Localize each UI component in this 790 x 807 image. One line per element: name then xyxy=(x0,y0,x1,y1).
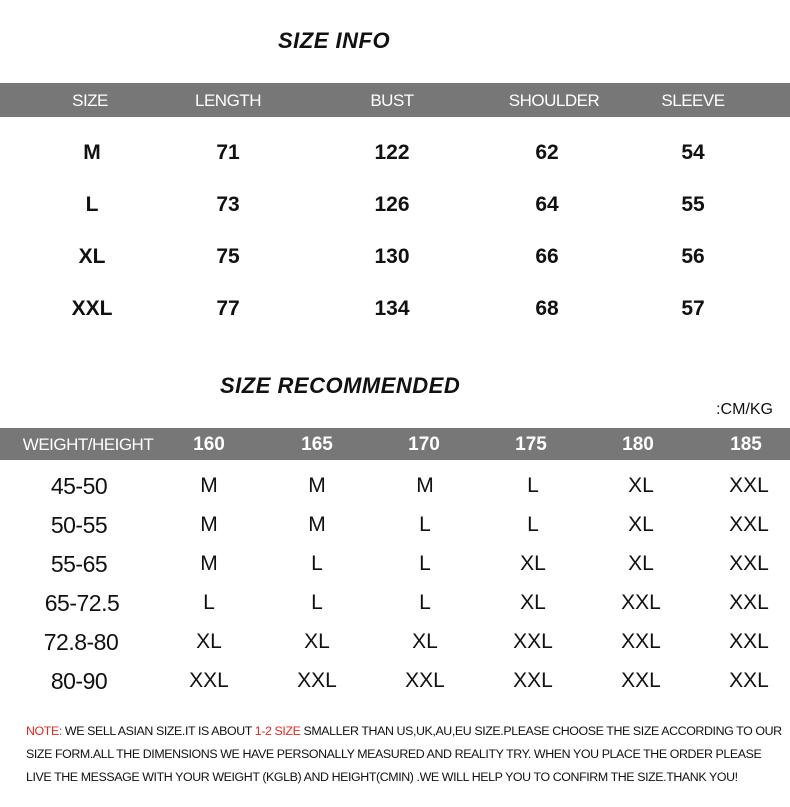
cell-size: XXL xyxy=(513,669,553,692)
cell-length: 77 xyxy=(216,297,240,320)
recommend-row xyxy=(0,512,790,542)
header-weight-height: WEIGHT/HEIGHT xyxy=(22,435,154,454)
cell-size: XXL xyxy=(189,669,229,692)
header-height-180: 180 xyxy=(622,434,654,455)
cell-sleeve: 55 xyxy=(681,193,705,216)
cell-weight: 50-55 xyxy=(50,512,108,538)
cell-size: XXL xyxy=(71,297,113,320)
cell-size: XL xyxy=(628,552,654,575)
cell-size: L xyxy=(419,552,431,575)
header-height-170: 170 xyxy=(408,434,440,455)
cell-weight: 55-65 xyxy=(50,551,108,577)
cell-shoulder: 66 xyxy=(535,245,559,268)
recommend-row xyxy=(0,668,790,698)
cell-size: L xyxy=(419,513,431,536)
note-text-before: WE SELL ASIAN SIZE.IT IS ABOUT xyxy=(61,724,255,738)
note-highlight: 1-2 SIZE xyxy=(254,724,301,738)
cell-bust: 130 xyxy=(374,245,410,268)
cell-bust: 134 xyxy=(374,297,410,320)
cell-size: XXL xyxy=(729,669,769,692)
cell-length: 73 xyxy=(216,193,240,216)
cell-size: XXL xyxy=(513,630,553,653)
size-row xyxy=(0,245,790,275)
cell-size: L xyxy=(85,193,99,216)
cell-size: L xyxy=(203,591,215,614)
size-row xyxy=(0,297,790,327)
cell-size: XXL xyxy=(405,669,445,692)
cell-size: XXL xyxy=(729,630,769,653)
cell-size: M xyxy=(200,552,218,575)
cell-weight: 65-72.5 xyxy=(44,590,120,616)
cell-size: XXL xyxy=(621,630,661,653)
cell-bust: 122 xyxy=(374,141,410,164)
cell-size: M xyxy=(308,474,326,497)
cell-size: XL xyxy=(628,513,654,536)
note-label: NOTE: xyxy=(26,724,62,738)
header-size: SIZE xyxy=(72,91,108,110)
size-recommended-title: SIZE RECOMMENDED xyxy=(220,373,461,398)
cell-shoulder: 68 xyxy=(535,297,559,320)
cell-size: L xyxy=(311,552,323,575)
cell-size: L xyxy=(311,591,323,614)
header-height-165: 165 xyxy=(301,434,333,455)
cell-size: XL xyxy=(196,630,222,653)
header-height-160: 160 xyxy=(193,434,225,455)
cell-size: M xyxy=(416,474,434,497)
recommend-row xyxy=(0,629,790,659)
header-length: LENGTH xyxy=(195,91,261,110)
cell-sleeve: 54 xyxy=(681,141,705,164)
cell-size: M xyxy=(308,513,326,536)
cell-size: XXL xyxy=(621,669,661,692)
header-shoulder: SHOULDER xyxy=(508,91,600,110)
header-bust: BUST xyxy=(370,91,414,110)
cell-size: L xyxy=(527,513,539,536)
cell-size: XXL xyxy=(621,591,661,614)
cell-size: XXL xyxy=(297,669,337,692)
cell-size: XL xyxy=(520,591,546,614)
cell-size: M xyxy=(200,513,218,536)
cell-weight: 80-90 xyxy=(50,668,108,694)
cell-length: 75 xyxy=(216,245,240,268)
cell-size: L xyxy=(527,474,539,497)
size-note xyxy=(26,720,782,789)
cell-sleeve: 56 xyxy=(681,245,705,268)
note-text-after: SMALLER THAN US,UK,AU,EU SIZE.PLEASE CHOOSE THE SIZE ACCORDING TO OUR SIZE FORM.ALL THE DIMENSIONS WE HAVE PERSONALLY MEASURED AND REALITY TRY. WHEN YOU PLACE THE ORDER PLEASE LIVE THE MESSAGE WITH YOUR WEIGHT (KGLB) AND HEIGHT(CMIN) .WE WILL HELP YOU TO CONFIRM THE SIZE.THANK YOU! xyxy=(26,724,782,784)
header-sleeve: SLEEVE xyxy=(661,91,725,110)
size-info-header xyxy=(0,83,790,117)
cell-size: M xyxy=(200,474,218,497)
cell-sleeve: 57 xyxy=(681,297,705,320)
recommend-row xyxy=(0,590,790,620)
recommend-row xyxy=(0,473,790,503)
size-row xyxy=(0,193,790,223)
cell-size: XXL xyxy=(729,513,769,536)
cell-size: XL xyxy=(78,245,106,268)
cell-size: XXL xyxy=(729,474,769,497)
unit-label: :CM/KG xyxy=(716,401,773,418)
cell-shoulder: 62 xyxy=(535,141,559,164)
cell-size: M xyxy=(83,141,101,164)
cell-size: XXL xyxy=(729,552,769,575)
cell-length: 71 xyxy=(216,141,240,164)
size-recommended-header xyxy=(0,428,790,460)
cell-size: XL xyxy=(628,474,654,497)
cell-weight: 45-50 xyxy=(50,473,108,499)
header-height-185: 185 xyxy=(730,434,762,455)
size-row xyxy=(0,141,790,171)
cell-size: L xyxy=(419,591,431,614)
cell-size: XXL xyxy=(729,591,769,614)
cell-size: XL xyxy=(520,552,546,575)
cell-size: XL xyxy=(412,630,438,653)
size-info-title: SIZE INFO xyxy=(278,28,391,53)
recommend-row xyxy=(0,551,790,581)
cell-size: XL xyxy=(304,630,330,653)
cell-shoulder: 64 xyxy=(535,193,559,216)
cell-bust: 126 xyxy=(374,193,410,216)
cell-weight: 72.8-80 xyxy=(43,629,119,655)
header-height-175: 175 xyxy=(515,434,547,455)
